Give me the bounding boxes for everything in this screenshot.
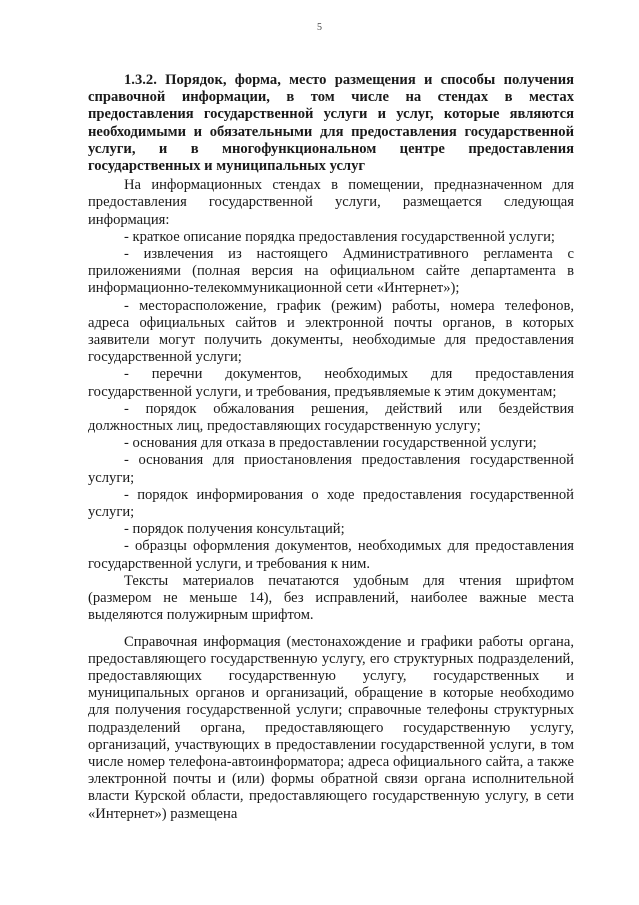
paragraph-reference-info: Справочная информация (местонахождение и графики работы органа, предоставляющего государственную услугу, его структурных подразделений, предоставляющих государственную услугу, государственных и муниципальных органов и организаций, обращение в которые необходимо для получения государственной услуги; справочные телефоны структурных подразделений органа, предоставляющего государственную услугу, организаций, участвующих в предоставлении государственной услуги, в том числе номер телефона-автоинформатора; адреса официального сайта, а также электронной почты и (или) формы обратной связи органа исполнительной власти Курской области, предоставляющего государственную услугу, в сети «Интернет») размещена bbox=[88, 633, 574, 822]
paragraph-stands-intro: На информационных стендах в помещении, предназначенном для предоставления государственной услуги, размещается следующая информация: bbox=[88, 177, 574, 228]
list-item-appeal: - порядок обжалования решения, действий или бездействия должностных лиц, предоставляющих государственную услугу; bbox=[88, 400, 574, 435]
page-number: 5 bbox=[317, 22, 322, 33]
list-item-location: - месторасположение, график (режим) работы, номера телефонов, адреса официальных сайтов и электронной почты органов, в которых заявители могут получить документы, необходимые для предоставления государственной услуги; bbox=[88, 297, 574, 366]
list-item-refusal: - основания для отказа в предоставлении государственной услуги; bbox=[124, 435, 537, 452]
list-item-consultations: - порядок получения консультаций; bbox=[124, 521, 345, 538]
list-item-documents: - перечни документов, необходимых для предоставления государственной услуги, и требования, предъявляемые к этим документам; bbox=[88, 366, 574, 400]
list-item-extracts: - извлечения из настоящего Административного регламента с приложениями (полная версия на официальном сайте департамента в информационно-телекоммуникационной сети «Интернет»); bbox=[88, 246, 574, 297]
list-item-suspension: - основания для приостановления предоставления государственной услуги; bbox=[88, 452, 574, 486]
paragraph-font-requirements: Тексты материалов печатаются удобным для чтения шрифтом (размером не меньше 14), без исправлений, наиболее важные места выделяются полужирным шрифтом. bbox=[88, 572, 574, 624]
document-body bbox=[88, 72, 574, 823]
section-heading: 1.3.2. Порядок, форма, место размещения и способы получения справочной информации, в том числе на стендах в местах предоставления государственной услуги и услуг, которые являются необходимыми и обязательными для предоставления государственной услуги, и в многофункциональном центре предоставления государственных и муниципальных услуг bbox=[88, 72, 574, 175]
list-item-samples: - образцы оформления документов, необходимых для предоставления государственной услуги, и требования к ним. bbox=[88, 538, 574, 572]
list-item-informing: - порядок информирования о ходе предоставления государственной услуги; bbox=[88, 486, 574, 521]
list-item-description: - краткое описание порядка предоставления государственной услуги; bbox=[124, 228, 555, 245]
